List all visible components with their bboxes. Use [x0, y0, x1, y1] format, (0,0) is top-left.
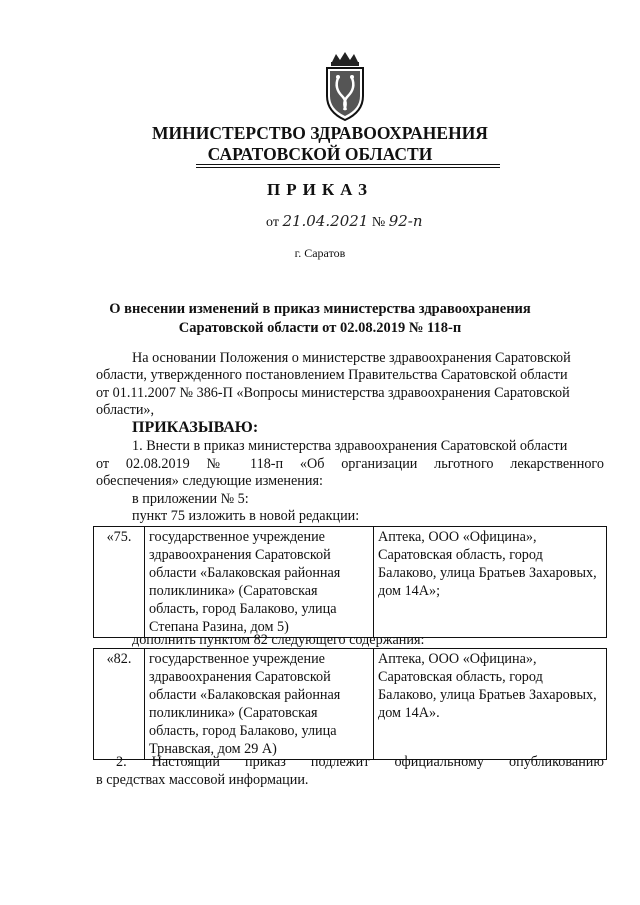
institution-cell: государственное учреждение здравоохранения Саратовской области «Балаковская районная поликлиника» (Саратовская область, город Балаково, улица Степана Разина, дом 5): [145, 527, 374, 638]
order-date-number-line: [266, 212, 423, 231]
order-subject: [0, 300, 640, 338]
document-type-title: ПРИКАЗ: [267, 180, 373, 199]
table-point-75: [93, 526, 607, 638]
subject-line2: Саратовской области от 02.08.2019 № 118-п: [178, 320, 462, 336]
header-divider-thin: [196, 167, 500, 168]
item1-line3: обеспечения» следующие изменения:: [96, 473, 323, 489]
basis-line1: На основании Положения о министерстве здравоохранения Саратовской: [132, 350, 571, 366]
item1-line1: 1. Внести в приказ министерства здравоохранения Саратовской области: [132, 438, 568, 454]
subject-line1: О внесении изменений в приказ министерства здравоохранения: [109, 301, 531, 317]
pharmacy-cell: Аптека, ООО «Официна», Саратовская область, город Балаково, улица Братьев Захаровых, дом 14А».: [374, 649, 607, 760]
coat-of-arms-emblem: [322, 50, 368, 122]
ministry-name-line1: МИНИСТЕРСТВО ЗДРАВООХРАНЕНИЯ: [152, 123, 488, 143]
item2-line2: в средствах массовой информации.: [96, 772, 309, 788]
item2-line1: 2. Настоящий приказ подлежит официальному опубликованию: [116, 754, 604, 770]
point82-intro: дополнить пунктом 82 следующего содержания:: [132, 632, 425, 648]
header-divider: [196, 164, 500, 165]
city-label: г. Саратов: [294, 246, 346, 260]
table-row: [94, 527, 607, 638]
point-number: «82.: [94, 649, 145, 760]
ministry-name-line2: САРАТОВСКОЙ ОБЛАСТИ: [207, 144, 433, 164]
pharmacy-cell: Аптека, ООО «Официна», Саратовская область, город Балаково, улица Братьев Захаровых, дом 14А»;: [374, 527, 607, 638]
handwritten-number: 92-п: [388, 212, 423, 230]
point75-intro: пункт 75 изложить в новой редакции:: [132, 508, 360, 524]
appendix-line: в приложении № 5:: [132, 491, 249, 507]
table-point-82: [93, 648, 607, 760]
basis-line4: области»,: [96, 402, 155, 418]
date-prefix: от: [266, 215, 279, 230]
number-sign: №: [371, 215, 386, 230]
basis-line3: от 01.11.2007 № 386-П «Вопросы министерства здравоохранения Саратовской: [96, 385, 570, 401]
institution-cell: государственное учреждение здравоохранения Саратовской области «Балаковская районная поликлиника» (Саратовская область, город Балаково, улица Трнавская, дом 29 А): [145, 649, 374, 760]
handwritten-date: 21.04.2021: [282, 212, 369, 230]
basis-line2: области, утвержденного постановлением Правительства Саратовской области: [96, 367, 568, 383]
order-word: ПРИКАЗЫВАЮ:: [132, 419, 259, 436]
point-number: «75.: [94, 527, 145, 638]
table-row: [94, 649, 607, 760]
item1-line2: от 02.08.2019 № 118-п «Об организации льготного лекарственного: [96, 456, 604, 472]
